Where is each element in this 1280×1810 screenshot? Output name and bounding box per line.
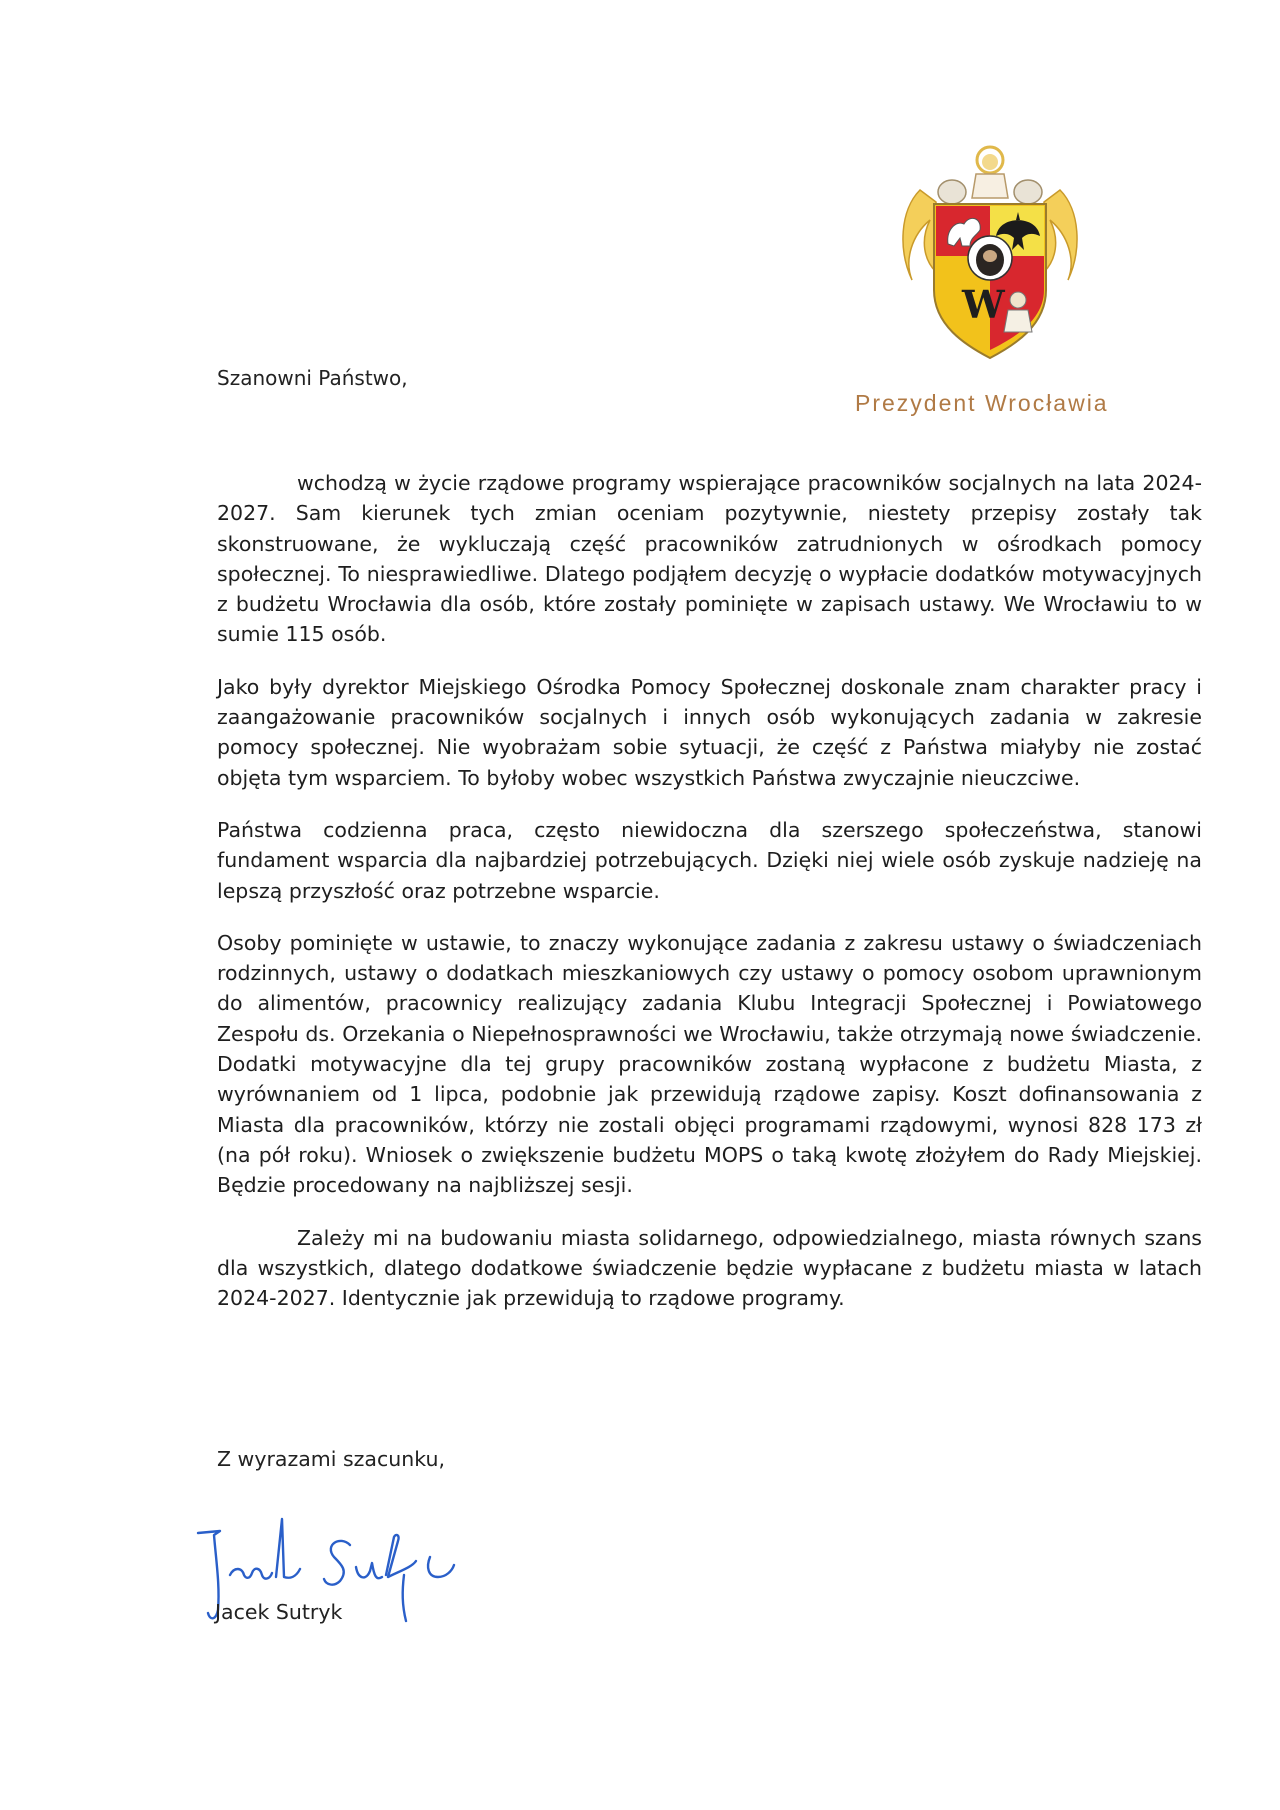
paragraph: Państwa codzienna praca, często niewidoczna dla szerszego społeczeństwa, stanowi fundament wsparcia dla najbardziej potrzebujących. Dzięki niej wiele osób zyskuje nadzieję na lepszą przyszłość oraz potrzebne wsparcie. (217, 817, 1202, 903)
closing: Z wyrazami szacunku, (217, 1447, 445, 1471)
signer-name: Jacek Sutryk (215, 1600, 343, 1624)
paragraph: Osoby pominięte w ustawie, to znaczy wykonujące zadania z zakresu ustawy o świadczeniach rodzinnych, ustawy o dodatkach mieszkaniowych czy ustawy o pomocy osobom uprawnionym do alimentów, pracownicy realizujący zadania Klubu Integracji Społecznej i Powiatowego Zespołu ds. Orzekania o Niepełnosprawności we Wrocławiu, także otrzymają nowe świadczenie. Dodatki motywacyjne dla tej grupy pracowników zostaną wypłacone z budżetu Miasta, z wyrównaniem od 1 lipca, podobnie jak przewidują rządowe zapisy. Koszt dofinansowania z Miasta dla pracowników, którzy nie zostali objęci programami rządowymi, wynosi 828 173 zł (na pół roku). Wniosek o zwiększenie budżetu MOPS o taką kwotę złożyłem do Rady Miejskiej. Będzie procedowany na najbliższej sesji. (217, 930, 1202, 1198)
letter-body (217, 468, 1202, 1335)
paragraph: Zależy mi na budowaniu miasta solidarnego, odpowiedzialnego, miasta równych szans dla wszystkich, dlatego dodatkowe świadczenie będzie wypłacane z budżetu miasta w latach 2024-2027. Identycznie jak przewidują to rządowe programy. (217, 1225, 1202, 1311)
paragraph: Jako były dyrektor Miejskiego Ośrodka Pomocy Społecznej doskonale znam charakter pracy i zaangażowanie pracowników socjalnych i innych osób wykonujących zadania w zakresie pomocy społecznej. Nie wyobrażam sobie sytuacji, że część z Państwa miałyby nie zostać objęta tym wsparciem. To byłoby wobec wszystkich Państwa zwyczajnie nieuczciwe. (217, 674, 1202, 790)
svg-text:W: W (962, 282, 1005, 327)
issuer-title: Prezydent Wrocławia (855, 390, 1109, 416)
salutation: Szanowni Państwo, (217, 366, 408, 390)
paragraph: wchodzą w życie rządowe programy wspierające pracowników socjalnych na lata 2024-2027. Sam kierunek tych zmian oceniam pozytywnie, niestety przepisy zostały tak skonstruowane, że wykluczają część pracowników zatrudnionych w ośrodkach pomocy społecznej. To niesprawiedliwe. Dlatego podjąłem decyzję o wypłacie dodatków motywacyjnych z budżetu Wrocławia dla osób, które zostały pominięte w zapisach ustawy. We Wrocławiu to w sumie 115 osób. (217, 471, 1202, 647)
wroclaw-coat-of-arms-icon (890, 140, 1090, 365)
